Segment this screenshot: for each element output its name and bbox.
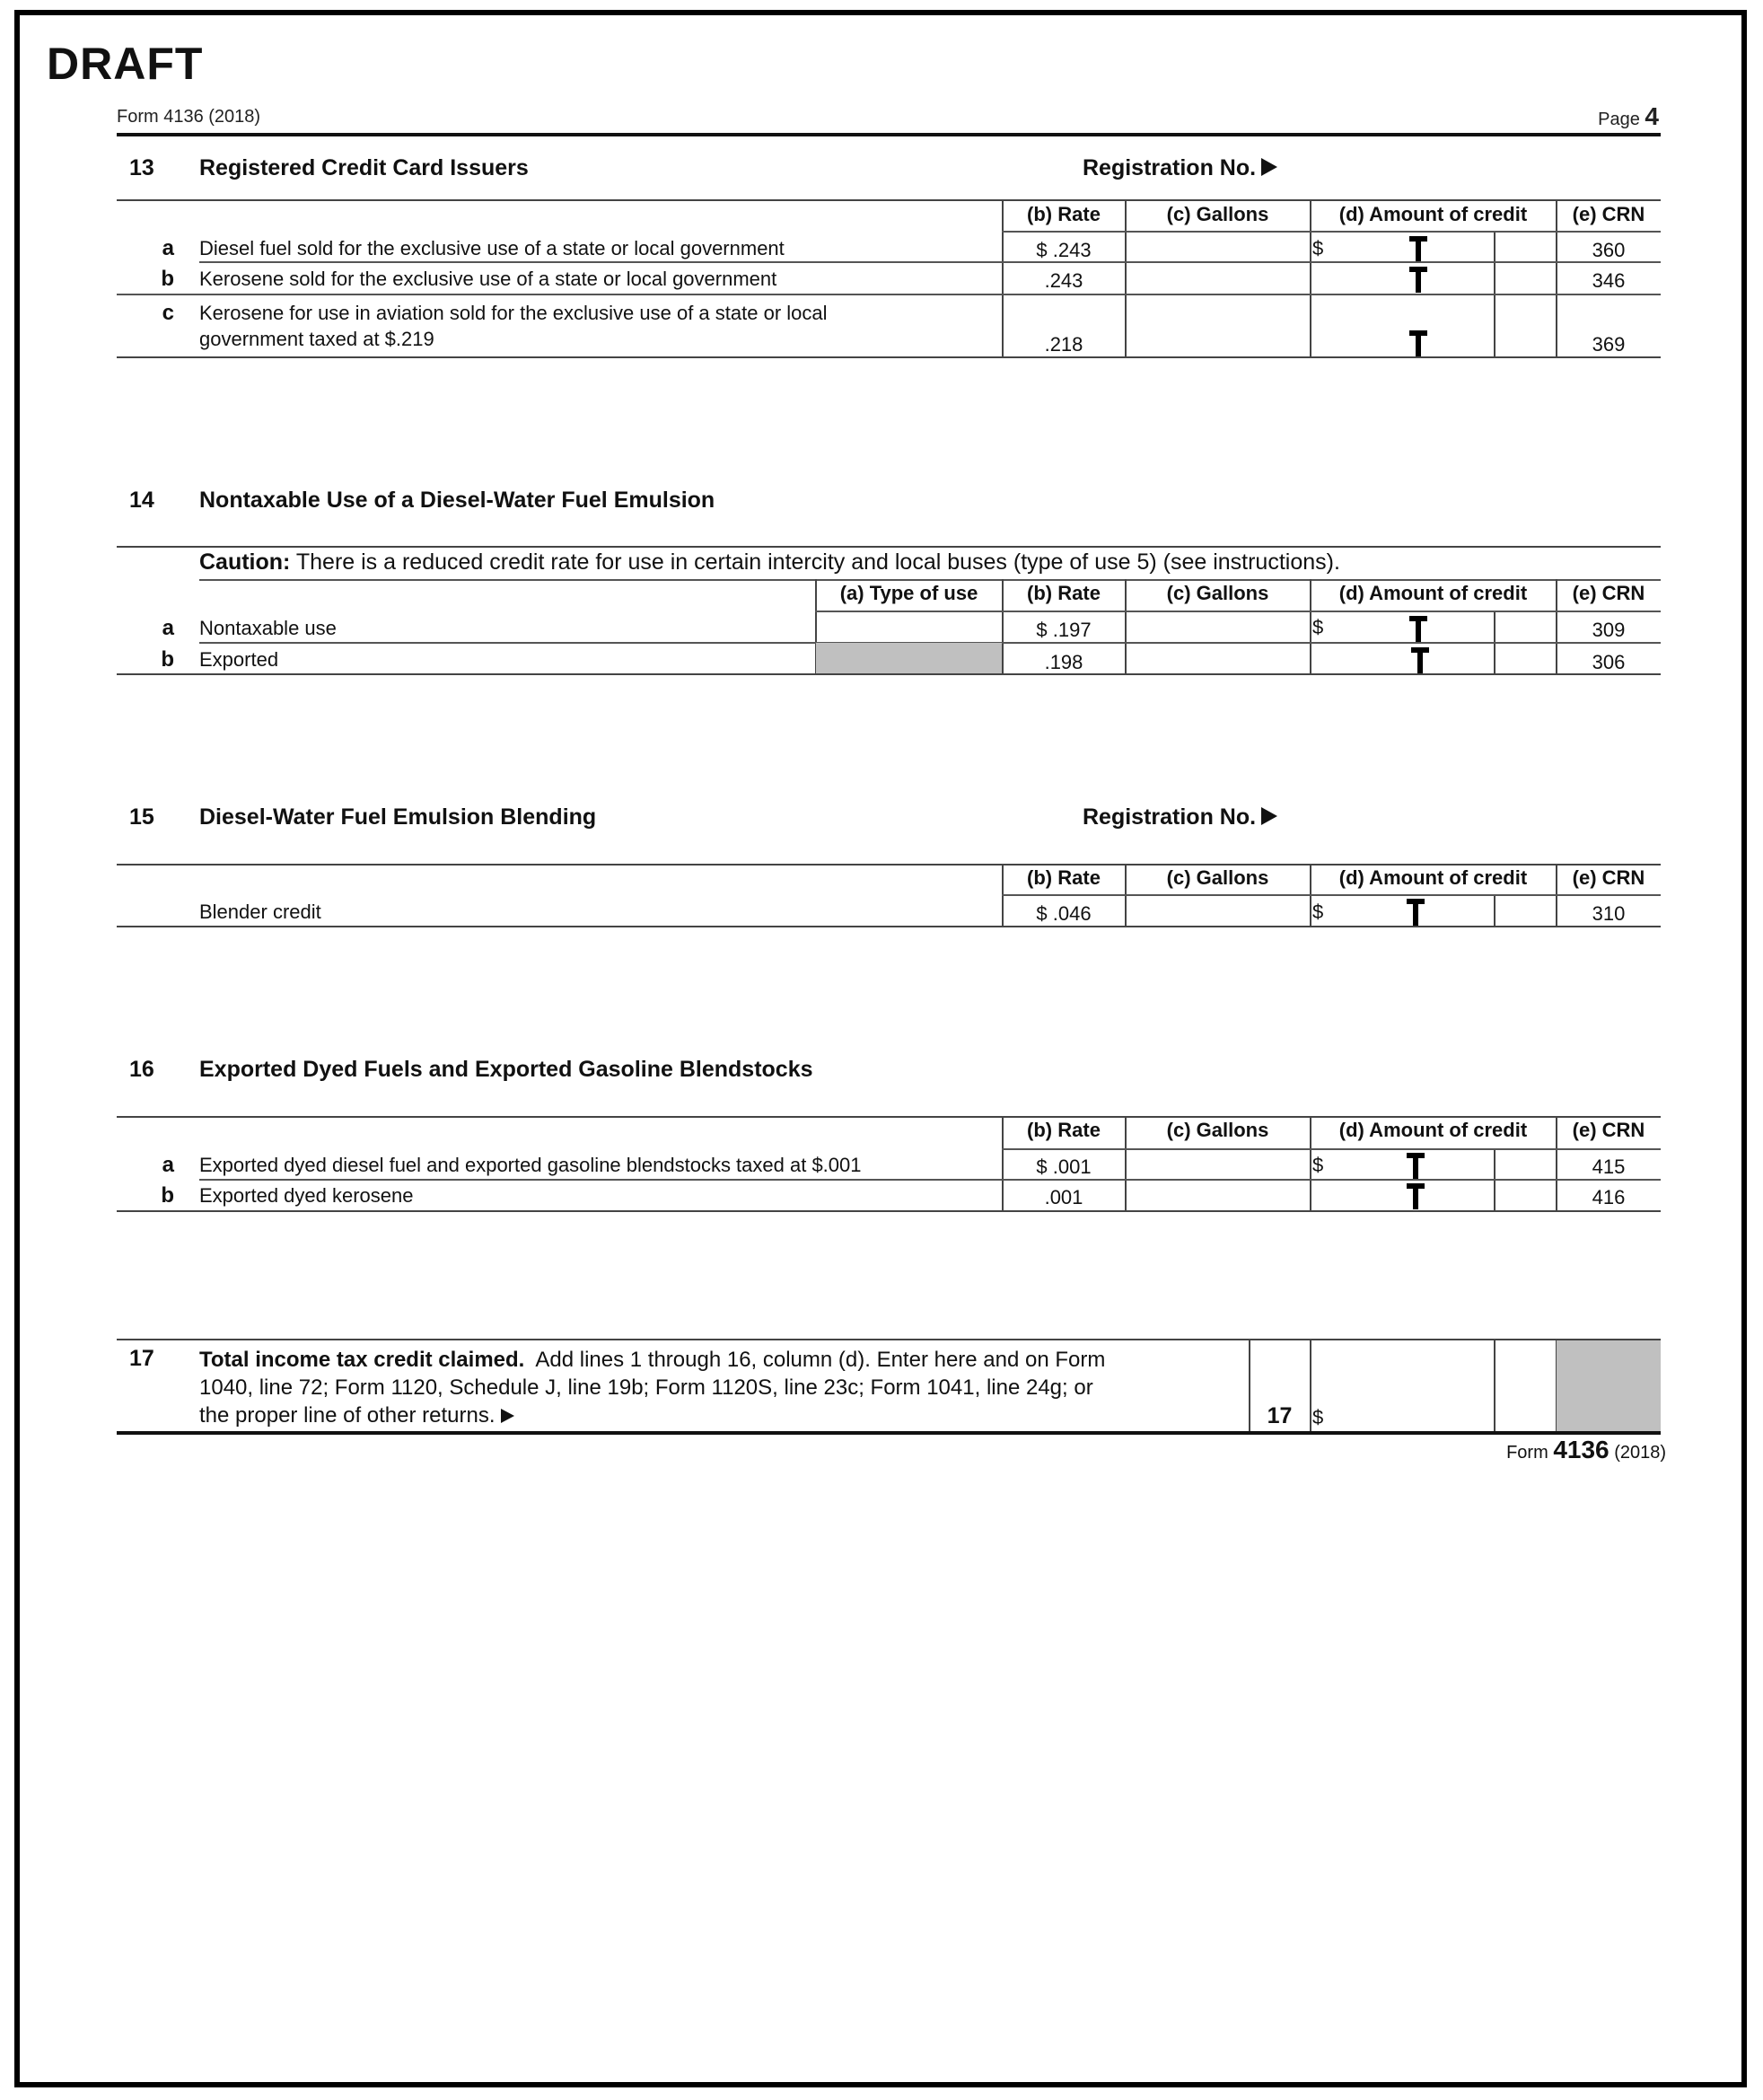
row-14a-letter: a <box>162 616 174 640</box>
header-row-rule <box>1002 231 1661 233</box>
col-header-rate: (b) Rate <box>1027 203 1101 225</box>
row-16b-amount-input[interactable] <box>1311 1180 1494 1210</box>
text-cursor-icon <box>1411 647 1429 673</box>
row-13c-letter: c <box>162 301 174 325</box>
row-13c-description-line1: Kerosene for use in aviation sold for the exclusive use of a state or local <box>199 302 828 324</box>
col-divider <box>1494 894 1495 927</box>
text-cursor-icon <box>1409 330 1427 356</box>
row-13c-amount-input[interactable] <box>1311 295 1494 356</box>
arrow-right-icon <box>1261 158 1277 176</box>
row-16a-dollar-sign: $ <box>1312 1154 1324 1176</box>
row-16a-crn: 415 <box>1592 1155 1626 1178</box>
section-14-bottom-rule <box>117 673 1661 675</box>
section-16-title: Exported Dyed Fuels and Exported Gasoline Blendstocks <box>199 1057 813 1082</box>
section-15-registration-field[interactable] <box>1311 799 1652 835</box>
line-17-crn-shaded <box>1557 1340 1661 1431</box>
line-17-number: 17 <box>129 1346 154 1371</box>
row-14b-crn: 306 <box>1592 651 1626 673</box>
col-header-amount: (d) Amount of credit <box>1338 582 1528 604</box>
col-header-amount: (d) Amount of credit <box>1338 866 1528 889</box>
col-header-rate: (b) Rate <box>1027 582 1101 604</box>
header-rule <box>117 133 1661 136</box>
col-header-type-of-use: (a) Type of use <box>839 582 978 604</box>
section-14-top-rule <box>117 546 1661 548</box>
row-13c-gallons-input[interactable] <box>1126 295 1310 356</box>
row-13c-crn: 369 <box>1592 333 1626 356</box>
row-13a-gallons-input[interactable] <box>1126 232 1310 262</box>
row-14a-crn: 309 <box>1592 619 1626 641</box>
section-13-registration-label: Registration No. <box>1083 155 1277 181</box>
line-17-instructions: Total income tax credit claimed. Add lines 1 through 16, column (d). Enter here and on Form 1040, line 72; Form 1120, Schedule J, line 19b; Form 1120S, line 23c; Form 1041, line 24g; or the proper line of other returns. <box>199 1348 1106 1428</box>
row-13b-letter: b <box>161 267 174 291</box>
row-16a-letter: a <box>162 1153 174 1177</box>
row-13b-rate: .243 <box>1044 269 1083 292</box>
row-16a-description: Exported dyed diesel fuel and exported gasoline blendstocks taxed at $.001 <box>199 1154 862 1176</box>
text-cursor-icon <box>1407 899 1425 926</box>
row-13b-amount-input[interactable] <box>1311 263 1494 294</box>
row-13a-crn: 360 <box>1592 239 1626 261</box>
line-17-bottom-rule <box>117 1431 1661 1435</box>
row-14a-description: Nontaxable use <box>199 617 337 639</box>
section-14-caution: Caution: There is a reduced credit rate for use in certain intercity and local buses (type of use 5) (see instructions). <box>199 549 1340 575</box>
row-13c-description-line2: government taxed at $.219 <box>199 328 434 350</box>
page-indicator <box>1598 102 1659 131</box>
line-17-dollar-sign: $ <box>1312 1406 1324 1428</box>
row-14b-amount-input[interactable] <box>1311 643 1494 673</box>
row-14a-type-of-use-input[interactable] <box>816 611 1002 642</box>
section-15-bottom-rule <box>117 926 1661 927</box>
row-16b-crn: 416 <box>1592 1186 1626 1208</box>
row-14a-dollar-sign: $ <box>1312 616 1324 638</box>
row-16a-rate: $ .001 <box>1036 1155 1092 1178</box>
row-15-description: Blender credit <box>199 901 321 923</box>
section-13-number: 13 <box>129 155 154 180</box>
caution-rule <box>199 579 1661 581</box>
col-header-crn: (e) CRN <box>1572 866 1645 889</box>
row-13a-letter: a <box>162 236 174 260</box>
line-17-bold-label: Total income tax credit claimed. <box>199 1348 525 1372</box>
text-cursor-icon <box>1407 1153 1425 1179</box>
section-13-top-rule <box>117 199 1661 201</box>
row-15-dollar-sign: $ <box>1312 901 1324 923</box>
section-14-title: Nontaxable Use of a Diesel-Water Fuel Emulsion <box>199 488 715 513</box>
line-17-ref: 17 <box>1267 1403 1293 1428</box>
row-15-crn: 310 <box>1592 902 1626 925</box>
arrow-right-icon <box>1261 807 1277 825</box>
text-cursor-icon <box>1407 1183 1425 1209</box>
col-header-gallons: (c) Gallons <box>1166 203 1269 225</box>
row-13a-description: Diesel fuel sold for the exclusive use of a state or local government <box>199 237 785 259</box>
row-14b-description: Exported <box>199 648 279 671</box>
row-14a-gallons-input[interactable] <box>1126 611 1310 642</box>
row-15-gallons-input[interactable] <box>1126 895 1310 926</box>
section-16-number: 16 <box>129 1057 154 1082</box>
col-header-gallons: (c) Gallons <box>1166 1119 1269 1141</box>
text-cursor-icon <box>1409 267 1427 293</box>
text-cursor-icon <box>1409 236 1427 262</box>
section-15-registration-label: Registration No. <box>1083 804 1277 830</box>
row-14a-rate: $ .197 <box>1036 619 1092 641</box>
col-header-amount: (d) Amount of credit <box>1338 1119 1528 1141</box>
row-15-rate: $ .046 <box>1036 902 1092 925</box>
arrow-right-icon <box>501 1409 514 1423</box>
row-14b-type-of-use-shaded <box>816 643 1002 673</box>
row-16b-letter: b <box>161 1183 174 1208</box>
line-17-amount-input[interactable] <box>1338 1340 1494 1430</box>
header-row-rule <box>1002 1148 1661 1150</box>
section-13-title: Registered Credit Card Issuers <box>199 155 529 180</box>
section-15-number: 15 <box>129 804 154 830</box>
line-17-cents-input[interactable] <box>1495 1340 1556 1430</box>
col-header-rate: (b) Rate <box>1027 866 1101 889</box>
section-15-top-rule <box>117 864 1661 865</box>
section-15-title: Diesel-Water Fuel Emulsion Blending <box>199 804 597 830</box>
form-header-label: Form 4136 (2018) <box>117 107 261 127</box>
col-header-gallons: (c) Gallons <box>1166 582 1269 604</box>
col-header-rate: (b) Rate <box>1027 1119 1101 1141</box>
row-13b-description: Kerosene sold for the exclusive use of a state or local government <box>199 268 777 290</box>
form-footer: Form 4136 (2018) <box>1506 1436 1666 1463</box>
row-13b-crn: 346 <box>1592 269 1626 292</box>
col-header-amount: (d) Amount of credit <box>1338 203 1528 225</box>
col-header-gallons: (c) Gallons <box>1166 866 1269 889</box>
row-13b-gallons-input[interactable] <box>1126 263 1310 294</box>
section-13-bottom-rule <box>117 356 1661 358</box>
row-13c-rate: .218 <box>1044 333 1083 356</box>
row-13a-dollar-sign: $ <box>1312 237 1324 259</box>
row-16a-gallons-input[interactable] <box>1126 1149 1310 1180</box>
row-13a-rate: $ .243 <box>1036 239 1092 261</box>
col-header-crn: (e) CRN <box>1572 582 1645 604</box>
row-rule <box>199 261 1002 263</box>
section-16-top-rule <box>117 1116 1661 1118</box>
col-header-crn: (e) CRN <box>1572 1119 1645 1141</box>
header-row-rule <box>1002 894 1661 896</box>
row-14b-rate: .198 <box>1044 651 1083 673</box>
col-header-crn: (e) CRN <box>1572 203 1645 225</box>
page-number: 4 <box>1645 102 1659 130</box>
col-divider <box>1310 1339 1311 1432</box>
row-16b-gallons-input[interactable] <box>1126 1180 1310 1210</box>
row-14b-gallons-input[interactable] <box>1126 643 1310 673</box>
section-16-bottom-rule <box>117 1210 1661 1212</box>
section-13-registration-field[interactable] <box>1311 151 1652 187</box>
row-16b-description: Exported dyed kerosene <box>199 1184 414 1207</box>
text-cursor-icon <box>1409 616 1427 642</box>
draft-watermark: DRAFT <box>47 39 204 89</box>
row-16b-rate: .001 <box>1044 1186 1083 1208</box>
section-14-number: 14 <box>129 488 154 513</box>
row-14b-letter: b <box>161 647 174 672</box>
page-label: Page <box>1598 110 1640 129</box>
